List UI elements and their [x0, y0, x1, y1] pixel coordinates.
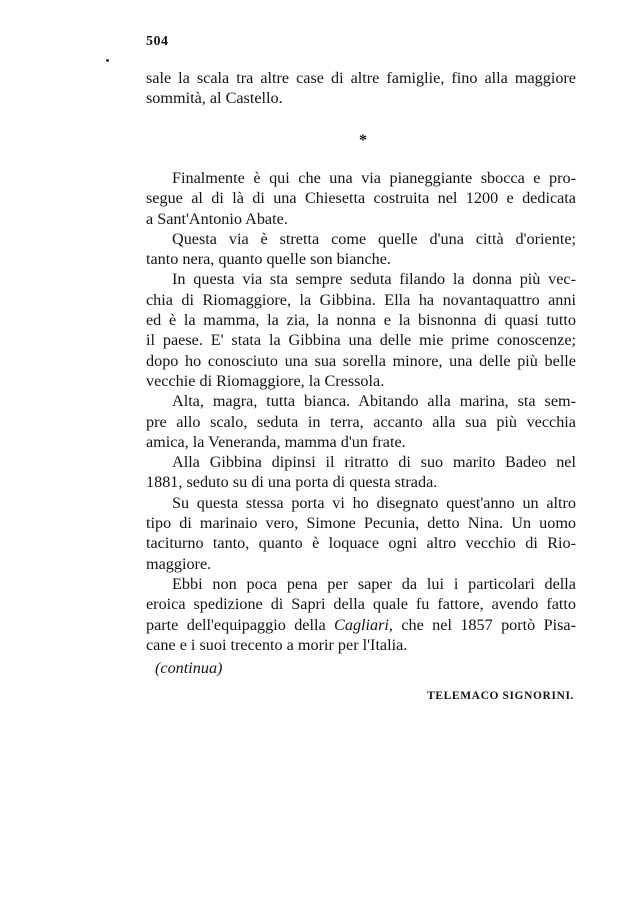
text-line: tanto nera, quanto quelle son bianche. — [146, 250, 391, 269]
text-line: Alla Gibbina dipinsi il ritratto di suo marito Badeo nel — [172, 453, 576, 472]
continued-paragraph — [146, 68, 576, 109]
text-line: In questa via sta sempre seduta filando la donna più vec- — [172, 270, 576, 289]
text-line: sale la scala tra altre case di altre famiglie, fino alla maggiore — [146, 69, 576, 87]
text-line: 1881, seduto su di una porta di questa strada. — [146, 473, 438, 492]
text-line: a Sant'Antonio Abate. — [146, 209, 288, 228]
ship-name: Cagliari — [334, 615, 389, 634]
section-separator: * — [359, 132, 367, 149]
text-line: Questa via è stretta come quelle d'una città d'oriente; — [172, 229, 576, 248]
print-speck — [106, 59, 109, 62]
text-line: pre allo scalo, seduta in terra, accanto alla sua più vecchia — [146, 412, 576, 431]
author-signature: TELEMACO SIGNORINI. — [427, 690, 574, 702]
text-fragment: parte dell'equipaggio della — [146, 615, 335, 634]
text-line: Ebbi non poca pena per saper da lui i particolari della — [172, 574, 576, 593]
text-line: il paese. E' stata la Gibbina una delle mie prime conoscenze; — [146, 331, 576, 350]
text-line: chia di Riomaggiore, la Gibbina. Ella ha novantaquattro anni — [146, 290, 576, 309]
text-line: ed è la mamma, la zia, la nonna e la bisnonna di quasi tutto — [146, 311, 576, 330]
text-line: cane e i suoi trecento a morir per l'Italia. — [146, 635, 408, 654]
continued-note: (continua) — [155, 659, 223, 677]
main-text — [146, 168, 576, 655]
text-line: maggiore. — [146, 554, 212, 573]
page-number: 504 — [146, 34, 169, 49]
text-line: amica, la Veneranda, mamma d'un frate. — [146, 432, 406, 451]
text-line: Alta, magra, tutta bianca. Abitando alla marina, sta sem- — [172, 392, 576, 411]
text-line: dopo ho conosciuto una sua sorella minore, una delle più belle — [146, 351, 576, 370]
text-line: vecchie di Riomaggiore, la Cressola. — [146, 371, 385, 390]
text-line: Su questa stessa porta vi ho disegnato quest'anno un altro — [172, 493, 576, 512]
text-line: eroica spedizione di Sapri della quale fu fattore, avendo fatto — [146, 595, 576, 614]
text-line: sommità, al Castello. — [146, 89, 283, 108]
text-line: Finalmente è qui che una via pianeggiante sbocca e pro- — [172, 169, 576, 187]
text-line: tipo di marinaio vero, Simone Pecunia, detto Nina. Un uomo — [146, 514, 576, 533]
text-line — [146, 615, 576, 635]
text-fragment: , che nel 1857 portò Pisa- — [388, 615, 576, 634]
text-line: segue al di là di una Chiesetta costruita nel 1200 e dedicata — [146, 189, 576, 208]
text-line: taciturno tanto, quanto è loquace ogni altro vecchio di Rio- — [146, 534, 576, 553]
